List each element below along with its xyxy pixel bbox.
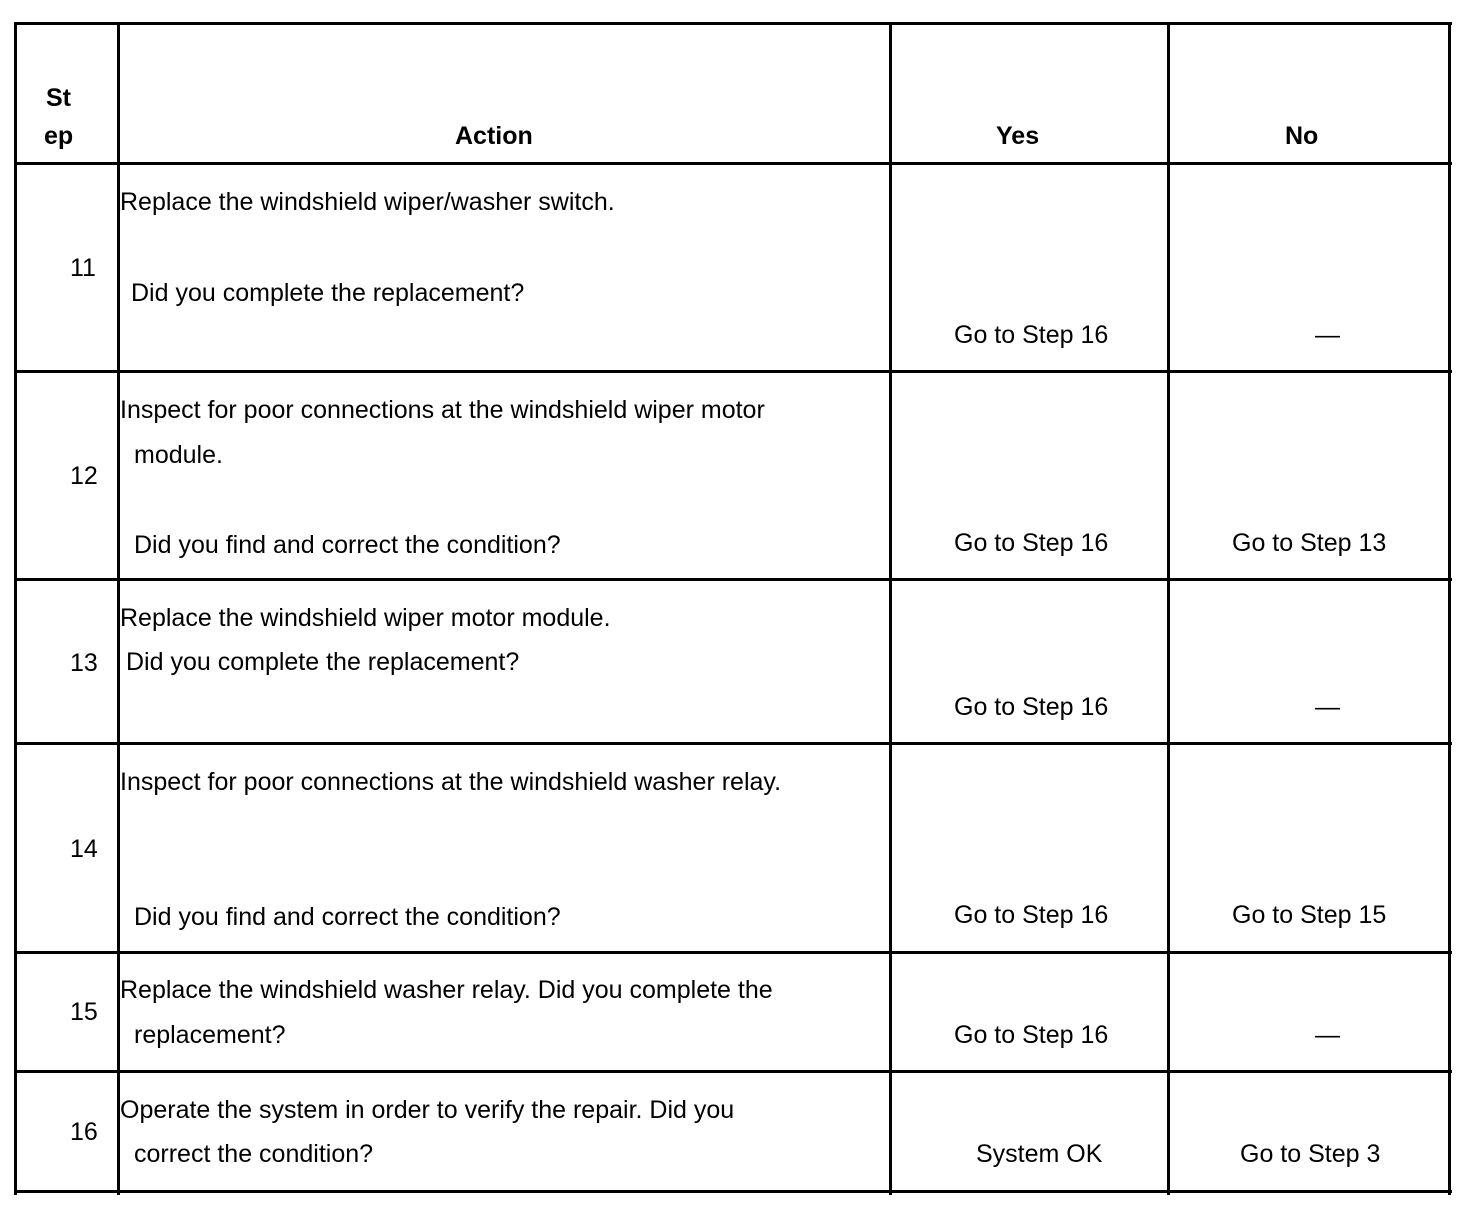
no-result: Go to Step 13 — [1232, 529, 1387, 557]
column-divider-yes — [1167, 22, 1170, 1195]
no-result: — — [1315, 1021, 1340, 1049]
yes-result: System OK — [976, 1140, 1103, 1168]
action-question: Did you find and correct the condition? — [134, 531, 561, 559]
yes-result: Go to Step 16 — [954, 693, 1109, 721]
step-number: 14 — [70, 835, 98, 863]
yes-result: Go to Step 16 — [954, 901, 1109, 929]
header-yes: Yes — [996, 122, 1040, 150]
no-result: Go to Step 15 — [1232, 901, 1387, 929]
step-number: 16 — [70, 1118, 98, 1146]
header-step-line2: ep — [44, 122, 74, 150]
no-result: Go to Step 3 — [1240, 1140, 1381, 1168]
action-text-cont: replacement? — [134, 1021, 286, 1049]
step-number: 13 — [70, 649, 98, 677]
action-text: Replace the windshield wiper/washer switch. — [120, 188, 615, 216]
column-divider-action — [889, 22, 892, 1195]
action-question: Did you find and correct the condition? — [134, 903, 561, 931]
table-border-left — [14, 22, 17, 1195]
row-divider — [14, 1070, 1452, 1073]
table-border-bottom — [14, 1190, 1452, 1193]
header-action: Action — [455, 122, 533, 150]
action-question: Did you complete the replacement? — [131, 279, 525, 307]
action-text: Replace the windshield washer relay. Did you complete the — [120, 976, 773, 1004]
action-text: Operate the system in order to verify the repair. Did you — [120, 1096, 735, 1124]
yes-result: Go to Step 16 — [954, 529, 1109, 557]
action-question: Did you complete the replacement? — [126, 648, 520, 676]
action-text: Inspect for poor connections at the windshield wiper motor — [120, 396, 765, 424]
header-step-line1: St — [46, 84, 71, 112]
step-number: 15 — [70, 998, 98, 1026]
row-divider — [14, 951, 1452, 954]
action-text: Inspect for poor connections at the windshield washer relay. — [120, 768, 782, 796]
yes-result: Go to Step 16 — [954, 321, 1109, 349]
row-divider — [14, 742, 1452, 745]
no-result: — — [1315, 321, 1340, 349]
table-border-right — [1448, 22, 1451, 1195]
yes-result: Go to Step 16 — [954, 1021, 1109, 1049]
header-step — [46, 83, 71, 113]
no-result: — — [1315, 693, 1340, 721]
action-text: Replace the windshield wiper motor module. — [120, 604, 611, 632]
step-number: 11 — [70, 254, 96, 282]
action-text-cont: correct the condition? — [134, 1140, 374, 1168]
header-no: No — [1285, 122, 1319, 150]
header-step-cont — [44, 121, 73, 151]
step-number: 12 — [70, 462, 98, 490]
table-border-top — [14, 22, 1452, 25]
row-divider — [14, 370, 1452, 373]
header-divider — [14, 162, 1452, 165]
row-divider — [14, 578, 1452, 581]
action-text-cont: module. — [134, 441, 223, 469]
